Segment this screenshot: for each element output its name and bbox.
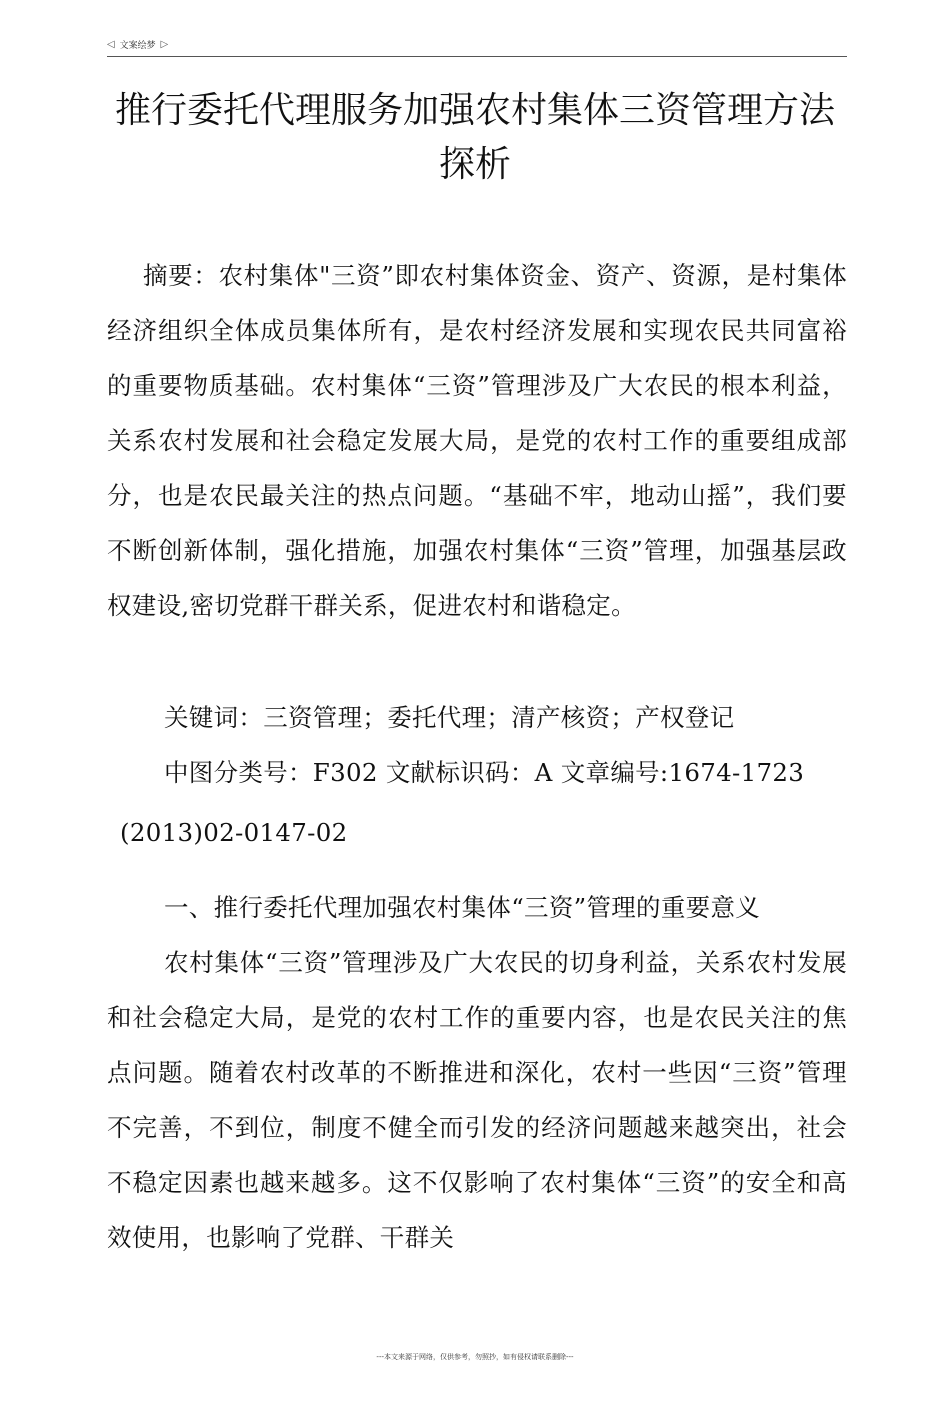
right-triangle-icon: ▷	[160, 39, 169, 50]
document-title: 推行委托代理服务加强农村集体三资管理方法探析	[114, 90, 835, 185]
article-number-continuation: (2013)02-0147-02	[120, 818, 348, 847]
classification-line: 中图分类号：F302 文献标识码：A 文章编号:1674-1723	[164, 758, 805, 787]
keywords-line: 关键词：三资管理；委托代理；清产核资；产权登记	[164, 703, 735, 732]
page-header	[107, 38, 847, 57]
left-triangle-icon: ◁	[107, 39, 115, 50]
section-heading: 一、推行委托代理加强农村集体“三资”管理的重要意义	[164, 893, 761, 922]
header-text: 文案绘梦	[119, 41, 156, 51]
section-paragraph: 农村集体“三资”管理涉及广大农民的切身利益，关系农村发展和社会稳定大局，是党的农村工作的重要内容，也是农民关注的焦点问题。随着农村改革的不断推进和深化，农村一些因“三资”管理不完善，不到位，制度不健全而引发的经济问题越来越突出，社会不稳定因素也越来越多。这不仅影响了农村集体“三资”的安全和高效使用，也影响了党群、干群关	[107, 948, 847, 1252]
page-footer: ---本文来源于网络，仅供参考，勿照抄，如有侵权请联系删除---	[376, 1353, 574, 1361]
abstract-paragraph: 摘要：农村集体"三资”即农村集体资金、资产、资源，是村集体经济组织全体成员集体所有，是农村经济发展和实现农民共同富裕的重要物质基础。农村集体“三资”管理涉及广大农民的根本利益，关系农村发展和社会稳定发展大局，是党的农村工作的重要组成部分，也是农民最关注的热点问题。“基础不牢，地动山摇”，我们要不断创新体制，强化措施，加强农村集体“三资”管理，加强基层政权建设,密切党群干群关系，促进农村和谐稳定。	[107, 261, 847, 620]
